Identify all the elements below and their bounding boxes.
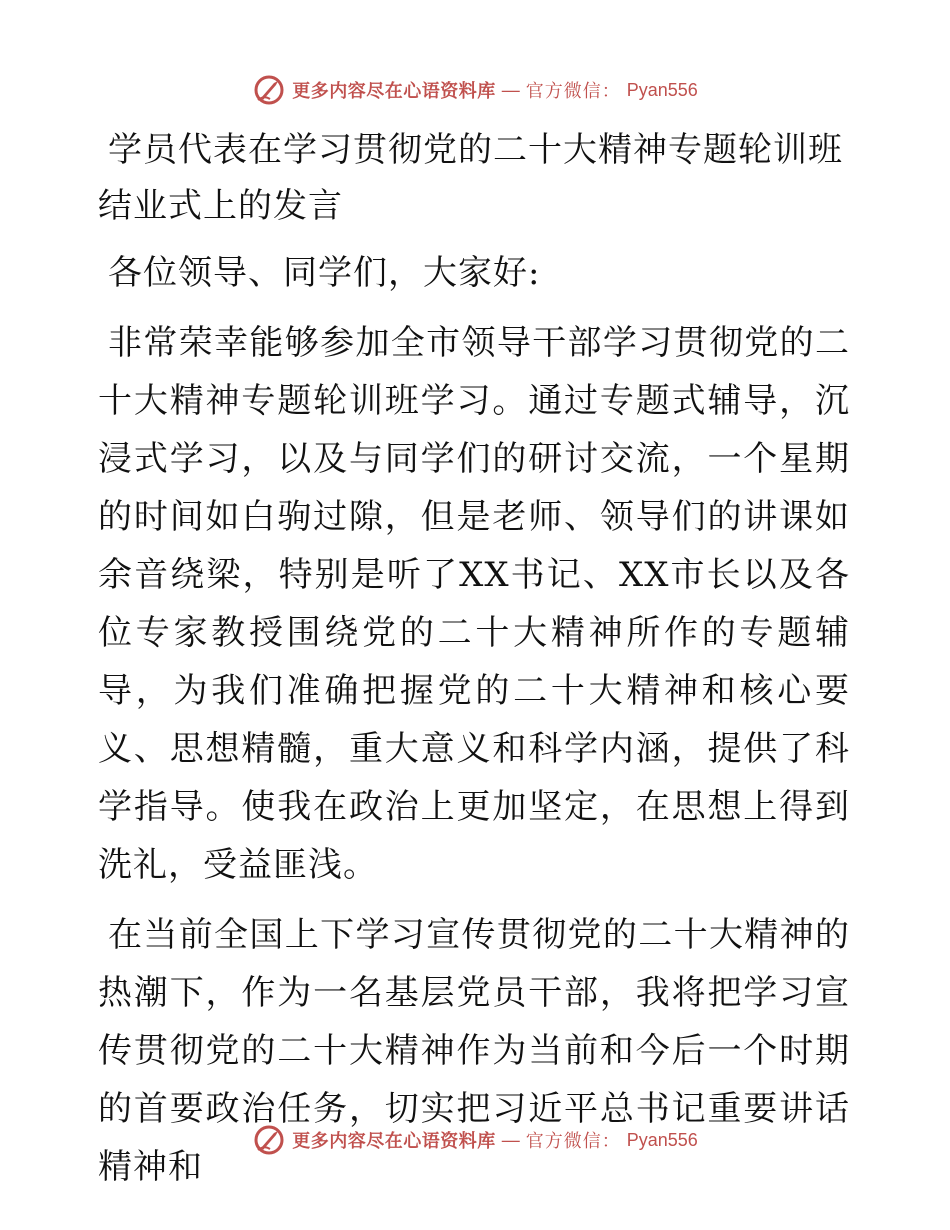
header-watermark: [0, 70, 950, 110]
watermark-contact-id: Pyan556: [626, 79, 698, 100]
watermark-separator: —: [501, 1129, 520, 1150]
paragraph-1: 非常荣幸能够参加全市领导干部学习贯彻党的二十大精神专题轮训班学习。通过专题式辅导，沉浸式学习，以及与同学们的研讨交流，一个星期的时间如白驹过隙，但是老师、领导们的讲课如余音绕梁，特别是听了XX书记、XX市长以及各位专家教授围绕党的二十大精神所作的专题辅导，为我们准确把握党的二十大精神和核心要义、思想精髓，重大意义和科学内涵，提供了科学指导。使我在政治上更加坚定，在思想上得到洗礼，受益匪浅。: [98, 323, 850, 885]
watermark-contact-id: Pyan556: [626, 1129, 698, 1150]
watermark-contact-label: 官方微信：: [525, 81, 621, 102]
quill-pen-logo-icon: [252, 73, 286, 107]
watermark-brand: 更多内容尽在心语资料库: [292, 81, 496, 102]
salutation: 各位领导、同学们，大家好:: [108, 253, 541, 293]
paragraph-2: 在当前全国上下学习宣传贯彻党的二十大精神的热潮下，作为一名基层党员干部，我将把学习宣传贯彻党的二十大精神作为当前和今后一个时期的首要政治任务，切实把习近平总书记重要讲话精神和: [98, 915, 850, 1187]
watermark-separator: —: [501, 79, 520, 100]
watermark-brand: 更多内容尽在心语资料库: [292, 1131, 496, 1152]
quill-pen-logo-icon: [252, 1123, 286, 1157]
document-body: [98, 122, 850, 1196]
document-title: 学员代表在学习贯彻党的二十大精神专题轮训班结业式上的发言: [98, 130, 843, 226]
watermark-contact-label: 官方微信：: [525, 1131, 621, 1152]
footer-watermark: [0, 1120, 950, 1160]
